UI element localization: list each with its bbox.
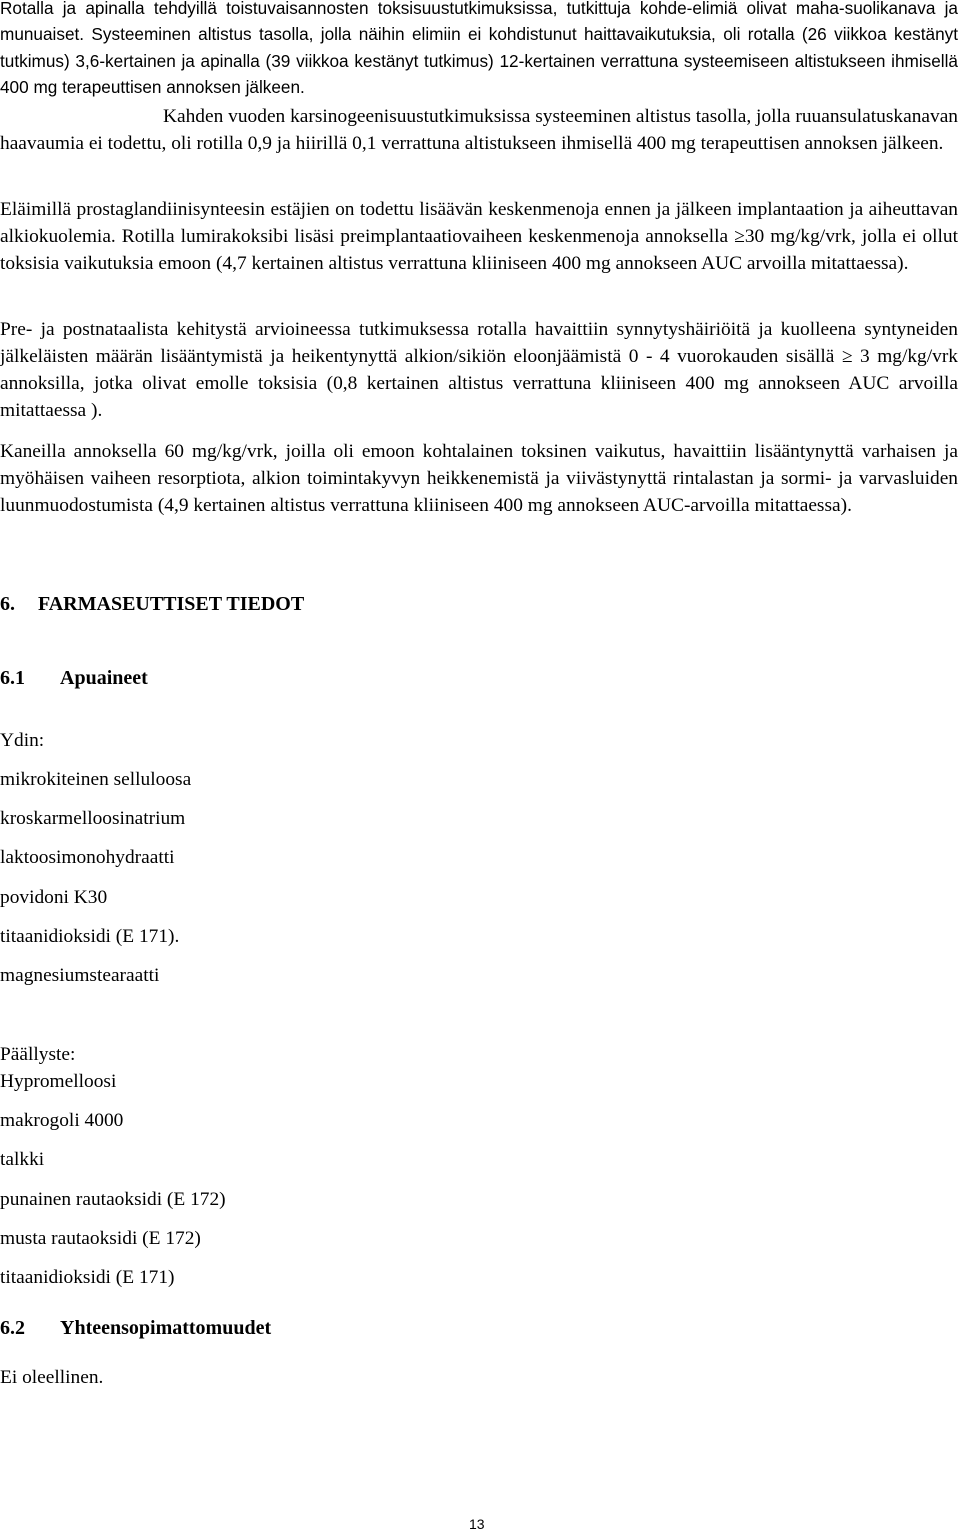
section-heading-6 [0,591,304,617]
coating-item: musta rautaoksidi (E 172) [0,1228,201,1249]
section-number: 6. [0,593,15,615]
section-heading-6-2 [0,1315,271,1341]
section-number: 6.2 [0,1317,25,1339]
coating-item: punainen rautaoksidi (E 172) [0,1189,226,1210]
paragraph-toxicity-studies [0,0,958,101]
section-title: Yhteensopimattomuudet [60,1317,272,1339]
core-item: magnesiumstearaatti [0,965,160,986]
core-item: titaanidioksidi (E 171). [0,926,180,947]
section-title: FARMASEUTTISET TIEDOT [38,593,305,615]
paragraph-toxicity-text: Rotalla ja apinalla tehdyillä toistuvaisannosten toksisuustutkimuksissa, tutkittuja kohde-elimiä olivat maha-suolikanava ja munuaiset. Systeeminen altistus tasolla, jolla näihin elimiin ei kohdistunut haittavaikutuksia, oli rotalla (26 viikkoa kestänyt tutkimus) 3,6-kertainen ja apinalla (39 viikkoa kestänyt tutkimus) 12-kertainen verrattuna systeemiseen altistukseen ihmisellä 400 mg terapeuttisen annoksen jälkeen. [0,0,958,98]
paragraph-carcinogenicity: Kahden vuoden karsinogeenisuustutkimuksissa systeeminen altistus tasolla, jolla ruuansulatuskanavan haavaumia ei todettu, oli rotilla 0,9 ja hiirillä 0,1 verrattuna altistukseen ihmisellä 400 mg terapeuttisen annoksen jälkeen. [0,106,958,154]
coating-label: Päällyste: [0,1044,76,1065]
core-item: povidoni K30 [0,887,108,908]
section-6-2-body: Ei oleellinen. [0,1367,104,1388]
section-heading-6-1 [0,665,148,691]
paragraph-pre-postnatal: Pre- ja postnataalista kehitystä arvioineessa tutkimuksessa rotalla havaittiin synnytyshäiriöitä ja kuolleena syntyneiden jälkeläisten määrän lisääntymistä ja heikentynyttä alkion/sikiön eloonjäämistä 0 - 4 vuorokauden sisällä ≥ 3 mg/kg/vrk annoksilla, jotka olivat emolle toksisia (0,8 kertainen altistus verrattuna kliiniseen 400 mg annokseen AUC arvoilla mitattaessa ). [0,319,958,421]
section-title: Apuaineet [60,667,148,689]
page-number: 13 [469,1516,485,1532]
coating-item: Hypromelloosi [0,1071,117,1092]
coating-item: titaanidioksidi (E 171) [0,1267,175,1288]
core-label: Ydin: [0,730,45,751]
core-item: laktoosimonohydraatti [0,847,175,868]
paragraph-rabbits: Kaneilla annoksella 60 mg/kg/vrk, joilla oli emoon kohtalainen toksinen vaikutus, havaittiin lisääntynyttä varhaisen ja myöhäisen vaiheen resorptiota, alkion toimintakyvyn heikkenemistä ja viivästynyttä rintalastan ja sormi- ja varvasluiden luunmuodostumista (4,9 kertainen altistus verrattuna kliiniseen 400 mg annokseen AUC-arvoilla mitattaessa). [0,441,958,516]
paragraph-prostaglandin: Eläimillä prostaglandiinisynteesin estäjien on todettu lisäävän keskenmenoja ennen ja jälkeen implantaation ja aiheuttavan alkiokuolemia. Rotilla lumirakoksibi lisäsi preimplantaatiovaiheen keskenmenoja annoksella ≥30 mg/kg/vrk, jolla ei ollut toksisia vaikutuksia emoon (4,7 kertainen altistus verrattuna kliiniseen 400 mg annokseen AUC arvoilla mitattaessa). [0,199,958,274]
core-item: mikrokiteinen selluloosa [0,769,192,790]
coating-item: makrogoli 4000 [0,1110,124,1131]
section-number: 6.1 [0,667,25,689]
core-item: kroskarmelloosinatrium [0,808,186,829]
coating-item: talkki [0,1149,45,1170]
